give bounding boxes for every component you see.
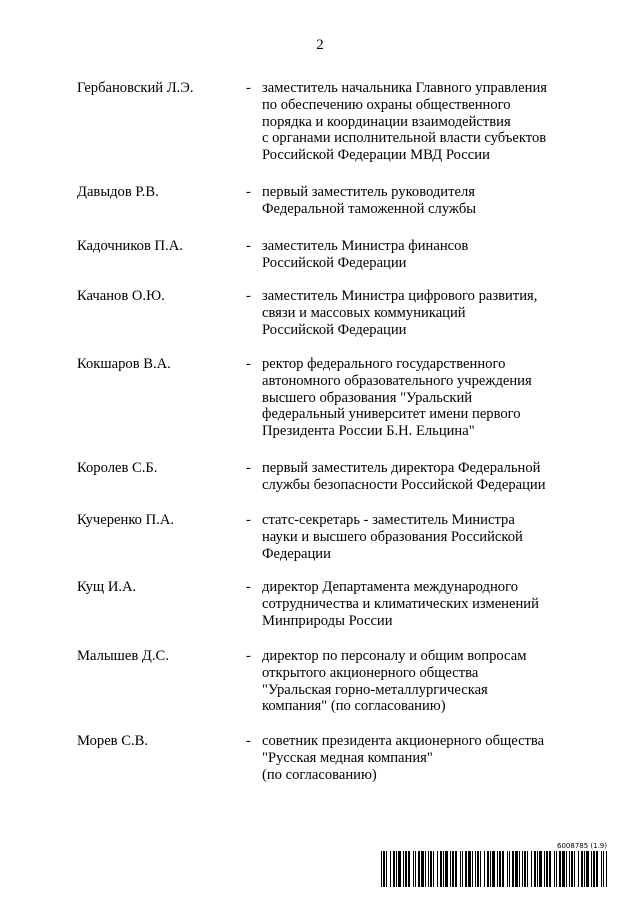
barcode-bar — [487, 851, 489, 887]
barcode-bar — [593, 851, 595, 887]
barcode-bar — [465, 851, 467, 887]
role-line: Президента России Б.Н. Ельцина" — [262, 423, 475, 440]
barcode-bar — [507, 851, 508, 887]
role-line: "Уральская горно-металлургическая — [262, 681, 488, 698]
barcode-bar — [571, 851, 573, 887]
barcode-bar — [574, 851, 575, 887]
list-item — [0, 648, 640, 733]
barcode-bar — [492, 851, 495, 887]
barcode-code: 6008785 (1.9) — [557, 842, 607, 850]
barcode-bar — [519, 851, 520, 887]
member-role — [262, 356, 592, 440]
barcode-bar — [403, 851, 404, 887]
barcode-bar — [566, 851, 567, 887]
member-name: Морев С.В. — [77, 733, 148, 749]
member-role — [262, 80, 592, 164]
member-role — [262, 579, 592, 629]
barcode-bar — [455, 851, 457, 887]
barcode-bar — [490, 851, 491, 887]
dash-separator: - — [246, 733, 251, 749]
document-barcode — [381, 842, 607, 888]
barcode-bar — [452, 851, 454, 887]
member-role — [262, 288, 592, 338]
barcode-bar — [418, 851, 420, 887]
role-line: первый заместитель директора Федеральной — [262, 460, 541, 476]
barcode-bar — [497, 851, 498, 887]
barcode-bar — [569, 851, 570, 887]
barcode-bar — [475, 851, 476, 887]
member-name: Кокшаров В.А. — [77, 356, 171, 372]
barcode-bar — [584, 851, 585, 887]
barcode-bar — [554, 851, 555, 887]
role-line: службы безопасности Российской Федерации — [262, 476, 546, 493]
list-item — [0, 460, 640, 512]
barcode-bar — [591, 851, 592, 887]
list-item — [0, 733, 640, 793]
member-name: Гербановский Л.Э. — [77, 80, 194, 96]
barcode-bar — [559, 851, 561, 887]
barcode-bar — [433, 851, 434, 887]
barcode-bar — [381, 851, 382, 887]
role-line: директор Департамента международного — [262, 579, 519, 595]
role-line: Российской Федерации — [262, 321, 407, 338]
barcode-bar — [428, 851, 429, 887]
barcode-graphic — [381, 851, 607, 887]
barcode-bar — [443, 851, 444, 887]
barcode-bar — [430, 851, 432, 887]
member-name: Давыдов Р.В. — [77, 184, 159, 200]
barcode-bar — [472, 851, 473, 887]
role-line: первый заместитель руководителя — [262, 184, 475, 200]
role-line: статс-секретарь - заместитель Министра — [262, 512, 515, 528]
role-line: заместитель Министра цифрового развития, — [262, 288, 538, 304]
member-name: Кущ И.А. — [77, 579, 137, 595]
member-name: Малышев Д.С. — [77, 648, 169, 664]
dash-separator: - — [246, 512, 251, 528]
page-number: 2 — [316, 37, 324, 53]
member-name: Качанов О.Ю. — [77, 288, 165, 304]
role-line: Российской Федерации МВД России — [262, 147, 490, 164]
barcode-bar — [440, 851, 442, 887]
dash-separator: - — [246, 579, 251, 595]
barcode-bar — [383, 851, 385, 887]
barcode-bar — [578, 851, 579, 887]
barcode-bar — [480, 851, 481, 887]
barcode-bar — [586, 851, 589, 887]
role-line: связи и массовых коммуникаций — [262, 304, 466, 321]
role-line: по обеспечению охраны общественного — [262, 96, 511, 113]
barcode-bar — [408, 851, 410, 887]
barcode-bar — [537, 851, 538, 887]
role-line: науки и высшего образования Российской — [262, 528, 523, 545]
barcode-bar — [522, 851, 523, 887]
barcode-bar — [546, 851, 548, 887]
list-item — [0, 579, 640, 648]
role-line: "Русская медная компания" — [262, 749, 433, 766]
barcode-bar — [544, 851, 545, 887]
barcode-bar — [499, 851, 501, 887]
member-role — [262, 512, 592, 562]
barcode-bar — [413, 851, 414, 887]
barcode-bar — [539, 851, 542, 887]
barcode-bar — [393, 851, 395, 887]
list-item — [0, 288, 640, 356]
barcode-bar — [477, 851, 479, 887]
list-item — [0, 512, 640, 579]
role-line: Минприроды России — [262, 612, 393, 629]
barcode-bar — [415, 851, 416, 887]
barcode-bar — [515, 851, 518, 887]
list-item — [0, 184, 640, 238]
member-role — [262, 238, 592, 272]
role-line: компания" (по согласованию) — [262, 698, 446, 715]
role-line: с органами исполнительной власти субъектов — [262, 130, 547, 147]
barcode-bar — [450, 851, 451, 887]
member-name: Кучеренко П.А. — [77, 512, 175, 528]
dash-separator: - — [246, 80, 251, 96]
dash-separator: - — [246, 238, 251, 254]
role-line: порядка и координации взаимодействия — [262, 113, 511, 130]
member-role — [262, 648, 592, 715]
barcode-bar — [502, 851, 504, 887]
dash-separator: - — [246, 356, 251, 372]
barcode-bar — [524, 851, 526, 887]
barcode-bar — [425, 851, 426, 887]
barcode-bar — [468, 851, 471, 887]
list-item — [0, 80, 640, 184]
member-name: Кадочников П.А. — [77, 238, 183, 254]
barcode-bar — [534, 851, 536, 887]
barcode-bar — [549, 851, 551, 887]
role-line: открытого акционерного общества — [262, 664, 479, 681]
role-line: директор по персоналу и общим вопросам — [262, 648, 527, 664]
barcode-bar — [405, 851, 407, 887]
barcode-bar — [421, 851, 424, 887]
role-line: заместитель начальника Главного управления — [262, 80, 547, 96]
dash-separator: - — [246, 184, 251, 200]
role-line: Российской Федерации — [262, 254, 407, 271]
barcode-bar — [445, 851, 448, 887]
barcode-bar — [398, 851, 401, 887]
barcode-bar — [390, 851, 391, 887]
role-line: (по согласованию) — [262, 766, 377, 783]
barcode-bar — [531, 851, 532, 887]
barcode-bar — [596, 851, 598, 887]
barcode-bar — [606, 851, 607, 887]
barcode-bar — [512, 851, 514, 887]
barcode-bar — [603, 851, 604, 887]
role-line: федеральный университет имени первого — [262, 406, 521, 423]
barcode-bar — [396, 851, 397, 887]
member-name: Королев С.Б. — [77, 460, 158, 476]
list-item — [0, 356, 640, 460]
barcode-bar — [527, 851, 528, 887]
role-line: Федерации — [262, 545, 331, 562]
member-role — [262, 184, 592, 218]
role-line: Федеральной таможенной службы — [262, 200, 477, 217]
role-line: ректор федерального государственного — [262, 356, 506, 372]
member-role — [262, 460, 592, 494]
role-line: сотрудничества и климатических изменений — [262, 595, 539, 612]
barcode-bar — [562, 851, 565, 887]
barcode-bar — [462, 851, 463, 887]
member-role — [262, 733, 592, 783]
barcode-bar — [601, 851, 602, 887]
dash-separator: - — [246, 648, 251, 664]
member-list — [0, 80, 640, 793]
list-item — [0, 238, 640, 288]
barcode-bar — [581, 851, 583, 887]
barcode-bar — [386, 851, 387, 887]
role-line: высшего образования "Уральский — [262, 389, 473, 406]
barcode-bar — [556, 851, 557, 887]
dash-separator: - — [246, 288, 251, 304]
barcode-bar — [509, 851, 510, 887]
role-line: заместитель Министра финансов — [262, 238, 469, 254]
role-line: автономного образовательного учреждения — [262, 372, 532, 389]
dash-separator: - — [246, 460, 251, 476]
role-line: советник президента акционерного общества — [262, 733, 545, 749]
barcode-bar — [437, 851, 438, 887]
barcode-bar — [484, 851, 485, 887]
barcode-bar — [460, 851, 461, 887]
